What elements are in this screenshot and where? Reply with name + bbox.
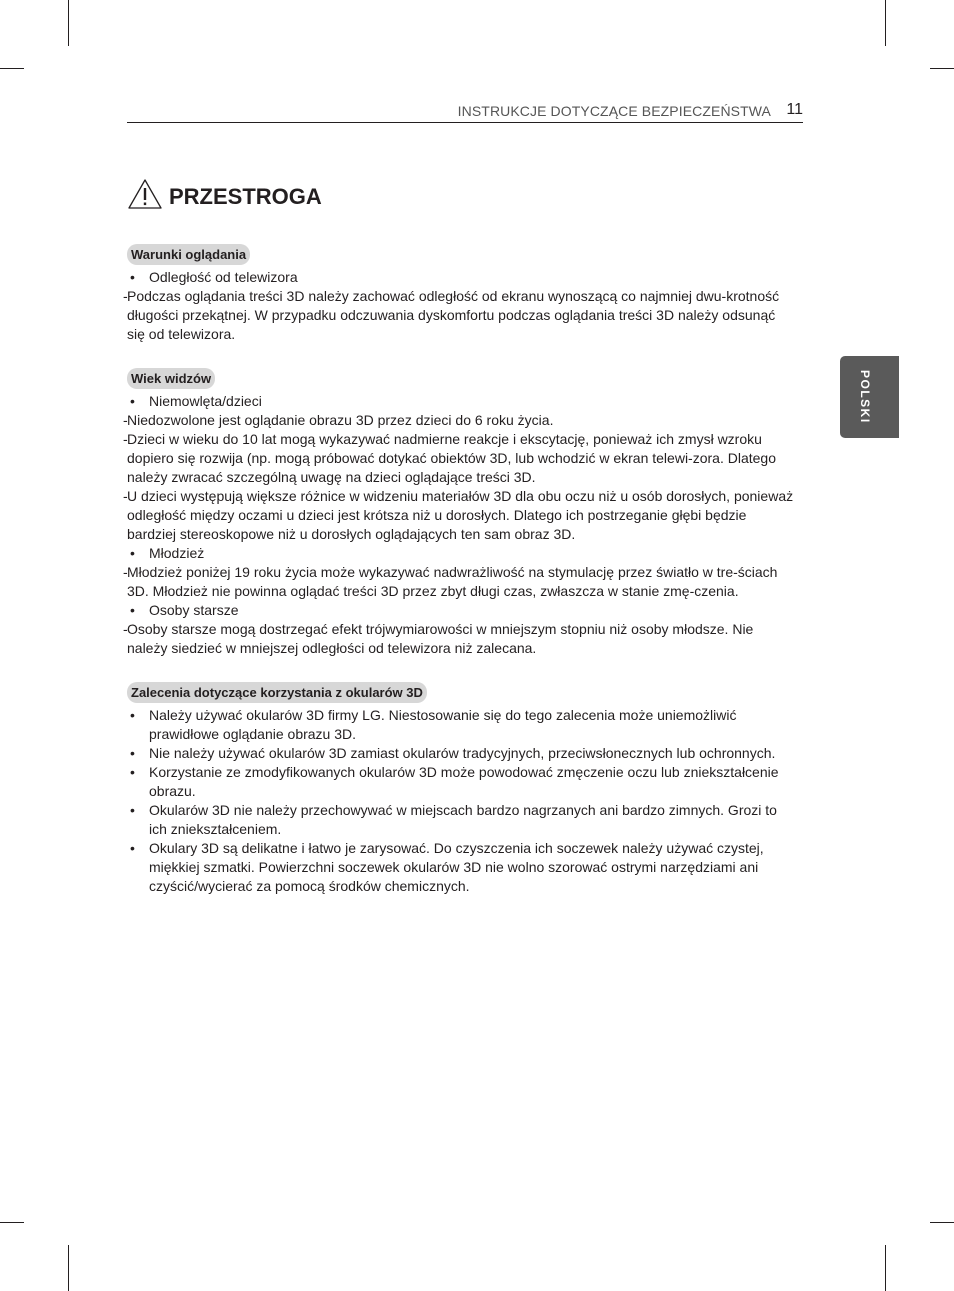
list-item-text: Okularów 3D nie należy przechowywać w miejscach bardzo nagrzanych ani bardzo zimnych. Grozi to ich zniekształceniem. xyxy=(149,802,777,837)
crop-mark xyxy=(68,1245,69,1291)
section xyxy=(123,244,795,344)
list-item-text: Niemowlęta/dzieci xyxy=(149,393,262,409)
section xyxy=(127,682,795,896)
list-item xyxy=(127,601,795,620)
running-header xyxy=(127,100,803,123)
crop-mark xyxy=(885,1245,886,1291)
crop-mark xyxy=(0,68,24,69)
list-item-text: Korzystanie ze zmodyfikowanych okularów 3D może powodować zmęczenie oczu lub zniekształcenie obrazu. xyxy=(149,764,779,799)
sub-list-item: - Podczas oglądania treści 3D należy zachować odległość od ekranu wynoszącą co najmniej dwu-krotność długości przekątnej. W przypadku odczuwania dyskomfortu podczas oglądania treści 3D należy odsunąć się od telewizora. xyxy=(123,288,780,342)
list-item-text: Nie należy używać okularów 3D zamiast okularów tradycyjnych, przeciwsłonecznych lub ochronnych. xyxy=(149,745,776,761)
list-item-text: Odległość od telewizora xyxy=(149,269,298,285)
sub-list-item: - Dzieci w wieku do 10 lat mogą wykazywać nadmierne reakcje i ekscytację, ponieważ ich zmysł wzroku dopiero się rozwija (np. mogą próbować dotykać obiektów 3D, lub wchodzić w ekran telewi-zora. Dlatego należy zwracać szczególną uwagę na dzieci oglądające treści 3D. xyxy=(123,431,776,485)
list-item xyxy=(127,801,795,839)
crop-mark xyxy=(930,1222,954,1223)
language-tab xyxy=(840,356,899,438)
list-item xyxy=(127,392,795,411)
content xyxy=(123,244,795,920)
crop-mark xyxy=(68,0,69,46)
crop-mark xyxy=(930,68,954,69)
page-number: 11 xyxy=(786,101,803,118)
list-item-text: Okulary 3D są delikatne i łatwo je zarysować. Do czyszczenia ich soczewek należy używać czystej, miękkiej szmatki. Powierzchni soczewek okularów 3D nie wolno szorować ostrymi narzędziami ani czyścić/wycierać za pomocą środków chemicznych. xyxy=(149,840,764,894)
list-item xyxy=(127,763,795,801)
section-title: Wiek widzów xyxy=(127,368,215,389)
sub-list-item-text: U dzieci występują większe różnice w widzeniu materiałów 3D dla obu oczu niż u osób dorosłych, ponieważ odległość między oczami u dzieci jest krótsza niż u dorosłych. Dlatego ich postrzeganie głębi będzie bardziej stereoskopowe niż u dorosłych oglądających ten sam obraz 3D. xyxy=(127,488,794,542)
page-title: PRZESTROGA xyxy=(169,184,322,209)
crop-mark xyxy=(885,0,886,46)
header-title: INSTRUKCJE DOTYCZĄCE BEZPIECZEŃSTWA xyxy=(457,103,771,119)
list-item-text: Młodzież xyxy=(149,545,205,561)
sub-list-item: - Osoby starsze mogą dostrzegać efekt trójwymiarowości w mniejszym stopniu niż osoby młodsze. Nie należy siedzieć w mniejszej odległości od telewizora niż zalecana. xyxy=(123,621,754,656)
section xyxy=(123,368,795,658)
bullet-list xyxy=(123,392,795,658)
language-tab-label: POLSKI xyxy=(858,370,872,424)
list-item xyxy=(127,839,795,896)
sub-list-item: - U dzieci występują większe różnice w widzeniu materiałów 3D dla obu oczu niż u osób dorosłych, ponieważ odległość między oczami u dzieci jest krótsza niż u dorosłych. Dlatego ich postrzeganie głębi będzie bardziej stereoskopowe niż u dorosłych oglądających ten sam obraz 3D. xyxy=(123,488,794,542)
crop-mark xyxy=(0,1222,24,1223)
sub-list-item-text: Podczas oglądania treści 3D należy zachować odległość od ekranu wynoszącą co najmniej dwu-krotność długości przekątnej. W przypadku odczuwania dyskomfortu podczas oglądania treści 3D należy odsunąć się od telewizora. xyxy=(127,288,780,342)
list-item xyxy=(127,268,795,287)
sub-list-item-text: Dzieci w wieku do 10 lat mogą wykazywać nadmierne reakcje i ekscytację, ponieważ ich zmysł wzroku dopiero się rozwija (np. mogą próbować dotykać obiektów 3D, lub wchodzić w ekran telewi-zora. Dlatego należy zwracać szczególną uwagę na dzieci oglądające treści 3D. xyxy=(127,431,776,485)
sub-list-item-text: Niedozwolone jest oglądanie obrazu 3D przez dzieci do 6 roku życia. xyxy=(127,412,554,428)
warning-triangle-icon xyxy=(127,178,163,210)
list-item xyxy=(127,706,795,744)
sub-list-item-text: Młodzież poniżej 19 roku życia może wykazywać nadwrażliwość na stymulację przez światło w tre-ściach 3D. Młodzież nie powinna oglądać treści 3D przez zbyt długi czas, zwłaszcza w stanie zmę-czenia. xyxy=(127,564,778,599)
sub-list-item: - Młodzież poniżej 19 roku życia może wykazywać nadwrażliwość na stymulację przez światło w tre-ściach 3D. Młodzież nie powinna oglądać treści 3D przez zbyt długi czas, zwłaszcza w stanie zmę-czenia. xyxy=(123,564,778,599)
section-heading xyxy=(127,176,322,212)
bullet-list xyxy=(123,268,795,344)
section-title: Warunki oglądania xyxy=(127,244,250,265)
sub-list-item: - Niedozwolone jest oglądanie obrazu 3D przez dzieci do 6 roku życia. xyxy=(123,412,554,428)
list-item-text: Osoby starsze xyxy=(149,602,239,618)
list-item-text: Należy używać okularów 3D firmy LG. Niestosowanie się do tego zalecenia może uniemożliwić prawidłowe oglądanie obrazu 3D. xyxy=(149,707,737,742)
section-title: Zalecenia dotyczące korzystania z okularów 3D xyxy=(127,682,427,703)
list-item xyxy=(127,544,795,563)
sub-list-item-text: Osoby starsze mogą dostrzegać efekt trójwymiarowości w mniejszym stopniu niż osoby młodsze. Nie należy siedzieć w mniejszej odległości od telewizora niż zalecana. xyxy=(127,621,754,656)
bullet-list xyxy=(127,706,795,896)
list-item xyxy=(127,744,795,763)
